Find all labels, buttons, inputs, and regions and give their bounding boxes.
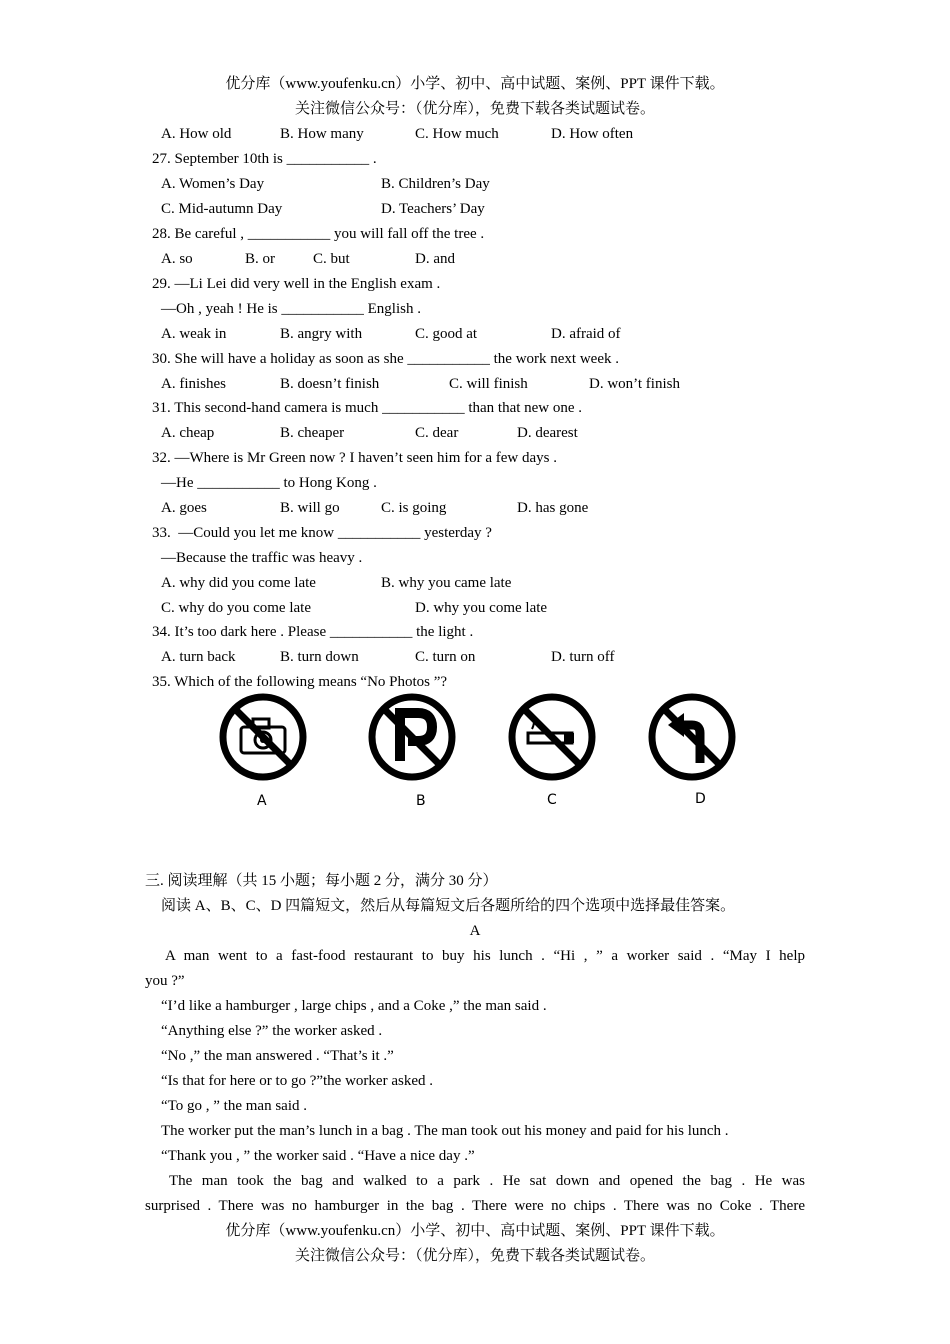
q32-option-a: A. goes [161,500,207,516]
q29-stem: 29. —Li Lei did very well in the English exam . [152,276,441,292]
q33-stem: 33. —Could you let me know ___________ yesterday ? [152,525,492,541]
sign-label-b: B [416,793,426,809]
q33-option-b: B. why you came late [381,575,512,591]
q32-option-c: C. is going [381,500,447,516]
q31-option-d: D. dearest [517,425,578,441]
q27-stem: 27. September 10th is ___________ . [152,151,377,167]
q32-option-b: B. will go [280,500,340,516]
passage-line-2: you ?” [145,973,185,989]
q27-option-a: A. Women’s Day [161,176,265,192]
q28-option-d: D. and [415,251,455,267]
passage-line-11: surprised . There was no hamburger in the bag . There were no chips . There was no Coke . There [145,1198,805,1214]
no-photos-sign-icon [217,691,309,783]
q34-option-a: A. turn back [161,649,236,665]
q28-option-a: A. so [161,251,193,267]
passage-line-9: “Thank you , ” the worker said . “Have a nice day .” [161,1148,475,1164]
passage-line-5: “No ,” the man answered . “That’s it .” [161,1048,394,1064]
q33-option-d: D. why you come late [415,600,548,616]
q34-option-b: B. turn down [280,649,359,665]
q29-option-b: B. angry with [280,326,363,342]
q28-option-b: B. or [245,251,275,267]
header-line-2: 关注微信公众号：（优分库），免费下载各类试题试卷。 [294,101,655,117]
section3-instruction: 阅读 A、B、C、D 四篇短文，然后从每篇短文后各题所给的四个选项中选择最佳答案。 [161,898,736,914]
q26-option-c: C. How much [415,126,499,142]
passage-label: A [469,923,481,939]
passage-line-8: The worker put the man’s lunch in a bag . The man took out his money and paid for his lunch . [161,1123,729,1139]
q28-option-c: C. but [313,251,350,267]
q26-option-a: A. How old [161,126,232,142]
q27-option-c: C. Mid-autumn Day [161,201,283,217]
q29-stem-reply: —Oh , yeah ! He is ___________ English . [161,301,421,317]
no-smoking-sign-icon [506,691,598,783]
q31-option-b: B. cheaper [280,425,345,441]
q27-option-b: B. Children’s Day [381,176,490,192]
q29-option-c: C. good at [415,326,478,342]
sign-label-d: D [695,791,706,807]
no-parking-sign-icon [366,691,458,783]
sign-label-c: C [547,792,557,808]
passage-line-6: “Is that for here or to go ?”the worker asked . [161,1073,433,1089]
header-line-1: 优分库（www.youfenku.cn）小学、初中、高中试题、案例、PPT 课件下载。 [225,76,725,92]
q30-option-d: D. won’t finish [589,376,680,392]
no-left-turn-sign-icon [646,691,738,783]
q34-option-c: C. turn on [415,649,476,665]
q31-option-a: A. cheap [161,425,215,441]
sign-label-a: A [257,793,267,809]
q29-option-d: D. afraid of [551,326,621,342]
q33-option-a: A. why did you come late [161,575,316,591]
q26-option-d: D. How often [551,126,634,142]
q32-option-d: D. has gone [517,500,589,516]
q34-stem: 34. It’s too dark here . Please ___________ the light . [152,624,474,640]
q33-stem-reply: —Because the traffic was heavy . [161,550,363,566]
q27-option-d: D. Teachers’ Day [381,201,485,217]
q31-stem: 31. This second-hand camera is much ___________ than that new one . [152,400,583,416]
q33-option-c: C. why do you come late [161,600,311,616]
footer-line-2: 关注微信公众号：（优分库），免费下载各类试题试卷。 [294,1248,655,1264]
q26-option-b: B. How many [280,126,364,142]
q30-option-b: B. doesn’t finish [280,376,380,392]
section3-title: 三. 阅读理解（共 15 小题；每小题 2 分，满分 30 分） [145,873,498,889]
q29-option-a: A. weak in [161,326,227,342]
q32-stem-reply: —He ___________ to Hong Kong . [161,475,377,491]
passage-line-1: A man went to a fast-food restaurant to buy his lunch . “Hi , ” a worker said . “May I help [165,948,805,964]
q32-stem: 32. —Where is Mr Green now ? I haven’t seen him for a few days . [152,450,558,466]
passage-line-10: The man took the bag and walked to a park . He sat down and opened the bag . He was [169,1173,805,1189]
q28-stem: 28. Be careful , ___________ you will fall off the tree . [152,226,485,242]
q30-option-c: C. will finish [449,376,528,392]
q34-option-d: D. turn off [551,649,615,665]
passage-line-3: “I’d like a hamburger , large chips , and a Coke ,” the man said . [161,998,547,1014]
q31-option-c: C. dear [415,425,459,441]
q35-stem: 35. Which of the following means “No Photos ”? [152,674,448,690]
q30-option-a: A. finishes [161,376,226,392]
passage-line-7: “To go , ” the man said . [161,1098,307,1114]
q30-stem: 30. She will have a holiday as soon as she ___________ the work next week . [152,351,619,367]
passage-line-4: “Anything else ?” the worker asked . [161,1023,383,1039]
footer-line-1: 优分库（www.youfenku.cn）小学、初中、高中试题、案例、PPT 课件下载。 [225,1223,725,1239]
